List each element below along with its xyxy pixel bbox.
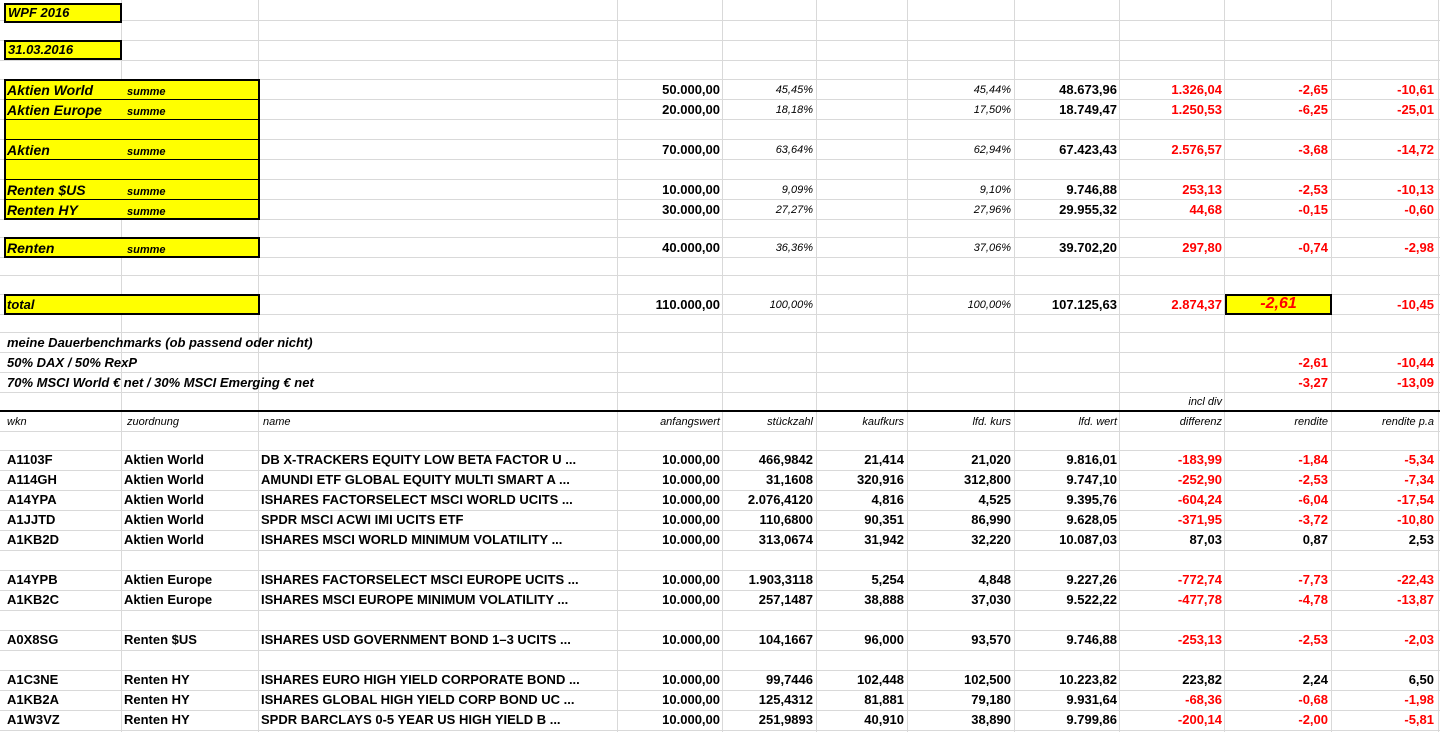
position-kaufkurs: 21,414 [864, 452, 904, 467]
position-wkn: A0X8SG [7, 632, 59, 647]
position-anfangswert: 10.000,00 [662, 692, 720, 707]
summary-wert: 9.746,88 [1066, 182, 1117, 197]
gridline [0, 450, 1440, 451]
position-wkn: A1W3VZ [7, 712, 60, 727]
col-header-kaufkurs: kaufkurs [862, 416, 904, 428]
position-name: ISHARES MSCI WORLD MINIMUM VOLATILITY ... [261, 532, 563, 547]
position-stueckzahl: 31,1608 [766, 472, 813, 487]
position-rendite-pa: -13,87 [1397, 592, 1434, 607]
position-differenz: -371,95 [1177, 512, 1222, 527]
summary-diff: 297,80 [1182, 240, 1222, 255]
summary-diff: 1.250,53 [1171, 102, 1222, 117]
summary-label: Aktien [7, 142, 50, 158]
col-header-rendite-pa: rendite p.a [1382, 416, 1434, 428]
total-rendite: -2,61 [1260, 295, 1297, 312]
position-rendite-pa: -10,80 [1397, 512, 1434, 527]
position-lfd-kurs: 4,848 [978, 572, 1011, 587]
position-differenz: -477,78 [1177, 592, 1222, 607]
gridline [816, 0, 817, 732]
col-header-differenz: differenz [1179, 416, 1222, 428]
position-lfd-wert: 9.227,26 [1066, 572, 1117, 587]
position-kaufkurs: 4,816 [871, 492, 904, 507]
summary-wert: 107.125,63 [1051, 297, 1117, 312]
position-zuordnung: Renten HY [124, 712, 190, 727]
summary-pct2: 9,10% [979, 184, 1011, 196]
position-rendite: 0,87 [1302, 532, 1328, 547]
position-anfangswert: 10.000,00 [662, 572, 720, 587]
summary-rendite-pa: -10,61 [1397, 82, 1434, 97]
gridline [0, 570, 1440, 571]
position-differenz: -772,74 [1177, 572, 1222, 587]
position-lfd-kurs: 21,020 [971, 452, 1011, 467]
gridline [0, 20, 1440, 21]
position-lfd-wert: 9.747,10 [1066, 472, 1117, 487]
gridline [0, 510, 1440, 511]
position-lfd-kurs: 37,030 [971, 592, 1011, 607]
position-stueckzahl: 251,9893 [758, 712, 813, 727]
summary-box-total[interactable] [4, 294, 260, 315]
gridline [0, 670, 1440, 671]
summary-label: Renten [7, 240, 55, 256]
position-lfd-kurs: 93,570 [971, 632, 1011, 647]
benchmarks-heading: meine Dauerbenchmarks (ob passend oder nicht) [7, 335, 313, 350]
summary-diff: 44,68 [1189, 202, 1222, 217]
summary-rendite-pa: -10,45 [1397, 297, 1434, 312]
col-header-lfd-kurs: lfd. kurs [972, 416, 1011, 428]
summary-rendite: -6,25 [1298, 102, 1328, 117]
summary-rendite-pa: -25,01 [1397, 102, 1434, 117]
summary-tag: summe [127, 206, 166, 218]
position-rendite-pa: -5,34 [1404, 452, 1434, 467]
position-rendite-pa: 2,53 [1408, 532, 1434, 547]
position-rendite-pa: -22,43 [1397, 572, 1434, 587]
position-anfangswert: 10.000,00 [662, 452, 720, 467]
summary-rendite: -2,65 [1298, 82, 1328, 97]
position-lfd-wert: 9.395,76 [1066, 492, 1117, 507]
position-rendite-pa: -1,98 [1404, 692, 1434, 707]
gridline [0, 630, 1440, 631]
benchmark-label: 70% MSCI World € net / 30% MSCI Emerging € net [7, 375, 314, 390]
position-wkn: A14YPA [7, 492, 57, 507]
position-stueckzahl: 104,1667 [758, 632, 813, 647]
position-kaufkurs: 81,881 [864, 692, 904, 707]
summary-wert: 39.702,20 [1059, 240, 1117, 255]
summary-pct2: 27,96% [973, 204, 1011, 216]
benchmark-rendite: -3,27 [1298, 375, 1328, 390]
position-rendite: -2,53 [1298, 632, 1328, 647]
summary-diff: 1.326,04 [1171, 82, 1222, 97]
position-kaufkurs: 38,888 [864, 592, 904, 607]
gridline [0, 730, 1440, 731]
position-differenz: 87,03 [1189, 532, 1222, 547]
position-lfd-wert: 9.816,01 [1066, 452, 1117, 467]
position-zuordnung: Aktien World [124, 512, 204, 527]
position-name: SPDR BARCLAYS 0-5 YEAR US HIGH YIELD B ... [261, 712, 561, 727]
summary-pct2: 45,44% [973, 84, 1011, 96]
summary-pct1: 100,00% [769, 299, 813, 311]
position-rendite-pa: -5,81 [1404, 712, 1434, 727]
summary-pct1: 45,45% [775, 84, 813, 96]
position-zuordnung: Renten $US [124, 632, 197, 647]
position-differenz: 223,82 [1182, 672, 1222, 687]
summary-anfangswert: 50.000,00 [662, 82, 720, 97]
summary-tag: summe [127, 146, 166, 158]
summary-rendite-pa: -14,72 [1397, 142, 1434, 157]
gridline [0, 275, 1440, 276]
summary-pct1: 36,36% [775, 242, 813, 254]
position-rendite-pa: -7,34 [1404, 472, 1434, 487]
position-lfd-kurs: 4,525 [978, 492, 1011, 507]
position-stueckzahl: 257,1487 [758, 592, 813, 607]
summary-diff: 2.874,37 [1171, 297, 1222, 312]
position-anfangswert: 10.000,00 [662, 632, 720, 647]
position-lfd-kurs: 312,800 [964, 472, 1011, 487]
position-lfd-kurs: 79,180 [971, 692, 1011, 707]
position-stueckzahl: 313,0674 [758, 532, 813, 547]
col-header-name: name [263, 416, 291, 428]
position-stueckzahl: 110,6800 [759, 512, 813, 527]
summary-anfangswert: 20.000,00 [662, 102, 720, 117]
summary-label: Renten HY [7, 202, 78, 218]
position-anfangswert: 10.000,00 [662, 672, 720, 687]
position-zuordnung: Aktien Europe [124, 592, 213, 607]
position-wkn: A1KB2D [7, 532, 60, 547]
position-rendite: -4,78 [1298, 592, 1328, 607]
position-lfd-kurs: 32,220 [971, 532, 1011, 547]
benchmark-rendite-pa: -10,44 [1397, 355, 1434, 370]
summary-wert: 48.673,96 [1059, 82, 1117, 97]
summary-pct1: 18,18% [775, 104, 813, 116]
gridline [0, 650, 1440, 651]
position-anfangswert: 10.000,00 [662, 592, 720, 607]
summary-rendite: -0,15 [1298, 202, 1328, 217]
summary-rendite: -2,53 [1298, 182, 1328, 197]
position-kaufkurs: 102,448 [857, 672, 904, 687]
position-stueckzahl: 125,4312 [758, 692, 813, 707]
date-text: 31.03.2016 [8, 42, 74, 57]
summary-diff: 253,13 [1182, 182, 1222, 197]
position-rendite-pa: -2,03 [1404, 632, 1434, 647]
gridline [0, 40, 1440, 41]
position-zuordnung: Aktien World [124, 492, 204, 507]
summary-pct2: 17,50% [973, 104, 1011, 116]
position-anfangswert: 10.000,00 [662, 532, 720, 547]
summary-tag: summe [127, 186, 166, 198]
gridline [0, 550, 1440, 551]
summary-rendite: -3,68 [1298, 142, 1328, 157]
position-wkn: A1C3NE [7, 672, 59, 687]
position-anfangswert: 10.000,00 [662, 472, 720, 487]
gridline [1438, 0, 1439, 732]
benchmark-rendite-pa: -13,09 [1397, 375, 1434, 390]
position-lfd-wert: 9.931,64 [1066, 692, 1117, 707]
position-rendite: -0,68 [1298, 692, 1328, 707]
position-wkn: A1JJTD [7, 512, 56, 527]
summary-tag: summe [127, 244, 166, 256]
incl-div-note: incl div [1188, 396, 1222, 408]
position-kaufkurs: 320,916 [857, 472, 904, 487]
summary-rendite: -0,74 [1298, 240, 1328, 255]
gridline [0, 431, 1440, 432]
position-differenz: -183,99 [1177, 452, 1222, 467]
title-text: WPF 2016 [8, 5, 70, 20]
position-wkn: A1KB2A [7, 692, 60, 707]
position-name: ISHARES FACTORSELECT MSCI WORLD UCITS ... [261, 492, 573, 507]
benchmark-label: 50% DAX / 50% RexP [7, 355, 138, 370]
position-rendite: -2,53 [1298, 472, 1328, 487]
gridline [0, 490, 1440, 491]
position-name: ISHARES GLOBAL HIGH YIELD CORP BOND UC ... [261, 692, 575, 707]
summary-pct1: 27,27% [775, 204, 813, 216]
position-lfd-wert: 9.522,22 [1066, 592, 1117, 607]
summary-anfangswert: 110.000,00 [655, 297, 720, 312]
position-kaufkurs: 96,000 [864, 632, 904, 647]
position-stueckzahl: 1.903,3118 [748, 572, 813, 587]
col-header-zuordnung: zuordnung [127, 416, 179, 428]
position-differenz: -200,14 [1177, 712, 1222, 727]
position-stueckzahl: 99,7446 [766, 672, 813, 687]
summary-wert: 18.749,47 [1059, 102, 1117, 117]
position-kaufkurs: 40,910 [864, 712, 904, 727]
position-wkn: A14YPB [7, 572, 58, 587]
col-header-wkn: wkn [7, 416, 27, 428]
col-header-stueckzahl: stückzahl [767, 416, 813, 428]
gridline [0, 530, 1440, 531]
summary-pct2: 100,00% [967, 299, 1011, 311]
summary-label: Aktien World [7, 82, 94, 98]
position-name: AMUNDI ETF GLOBAL EQUITY MULTI SMART A ... [261, 472, 570, 487]
col-header-lfd-wert: lfd. wert [1078, 416, 1117, 428]
position-differenz: -253,13 [1177, 632, 1222, 647]
position-differenz: -604,24 [1177, 492, 1222, 507]
position-zuordnung: Aktien World [124, 532, 204, 547]
gridline [0, 690, 1440, 691]
position-differenz: -68,36 [1185, 692, 1222, 707]
position-lfd-kurs: 38,890 [971, 712, 1011, 727]
gridline [0, 610, 1440, 611]
position-wkn: A114GH [7, 472, 57, 487]
position-anfangswert: 10.000,00 [662, 492, 720, 507]
gridline [0, 60, 1440, 61]
position-rendite: -3,72 [1298, 512, 1328, 527]
position-lfd-wert: 10.223,82 [1059, 672, 1117, 687]
position-kaufkurs: 31,942 [864, 532, 904, 547]
position-rendite: -7,73 [1298, 572, 1328, 587]
summary-tag: summe [127, 106, 166, 118]
position-zuordnung: Aktien Europe [124, 572, 213, 587]
position-wkn: A1103F [7, 452, 53, 467]
gridline [0, 710, 1440, 711]
position-rendite: 2,24 [1302, 672, 1328, 687]
position-lfd-wert: 9.628,05 [1066, 512, 1117, 527]
position-name: ISHARES USD GOVERNMENT BOND 1–3 UCITS ... [261, 632, 571, 647]
position-kaufkurs: 90,351 [864, 512, 904, 527]
position-zuordnung: Renten HY [124, 672, 190, 687]
position-rendite: -6,04 [1298, 492, 1328, 507]
position-name: DB X-TRACKERS EQUITY LOW BETA FACTOR U ... [261, 452, 577, 467]
position-rendite: -1,84 [1298, 452, 1328, 467]
position-stueckzahl: 2.076,4120 [747, 492, 813, 507]
position-name: ISHARES EURO HIGH YIELD CORPORATE BOND ... [261, 672, 580, 687]
summary-pct1: 63,64% [775, 144, 813, 156]
position-rendite-pa: 6,50 [1408, 672, 1434, 687]
summary-pct2: 37,06% [973, 242, 1011, 254]
position-name: ISHARES MSCI EUROPE MINIMUM VOLATILITY ... [261, 592, 569, 607]
summary-wert: 29.955,32 [1059, 202, 1117, 217]
summary-anfangswert: 30.000,00 [662, 202, 720, 217]
position-lfd-wert: 10.087,03 [1059, 532, 1117, 547]
col-header-rendite: rendite [1294, 416, 1328, 428]
position-zuordnung: Renten HY [124, 692, 190, 707]
gridline [0, 470, 1440, 471]
position-kaufkurs: 5,254 [871, 572, 904, 587]
summary-diff: 2.576,57 [1171, 142, 1222, 157]
summary-pct1: 9,09% [781, 184, 813, 196]
position-lfd-wert: 9.746,88 [1066, 632, 1117, 647]
position-lfd-kurs: 102,500 [964, 672, 1011, 687]
header-separator [0, 410, 1440, 412]
position-name: ISHARES FACTORSELECT MSCI EUROPE UCITS ... [261, 572, 579, 587]
summary-label: Aktien Europe [7, 102, 102, 118]
summary-anfangswert: 70.000,00 [662, 142, 720, 157]
summary-rendite-pa: -2,98 [1404, 240, 1434, 255]
summary-label: Renten $US [7, 182, 86, 198]
summary-rendite-pa: -0,60 [1404, 202, 1434, 217]
position-rendite-pa: -17,54 [1397, 492, 1434, 507]
position-stueckzahl: 466,9842 [758, 452, 813, 467]
position-rendite: -2,00 [1298, 712, 1328, 727]
position-zuordnung: Aktien World [124, 452, 204, 467]
summary-tag: summe [127, 86, 166, 98]
summary-label: total [7, 297, 35, 312]
position-anfangswert: 10.000,00 [662, 512, 720, 527]
col-header-anfangswert: anfangswert [660, 416, 720, 428]
position-lfd-wert: 9.799,86 [1066, 712, 1117, 727]
summary-wert: 67.423,43 [1059, 142, 1117, 157]
benchmark-rendite: -2,61 [1298, 355, 1328, 370]
summary-rendite-pa: -10,13 [1397, 182, 1434, 197]
position-differenz: -252,90 [1177, 472, 1222, 487]
position-lfd-kurs: 86,990 [971, 512, 1011, 527]
summary-pct2: 62,94% [973, 144, 1011, 156]
position-name: SPDR MSCI ACWI IMI UCITS ETF [261, 512, 464, 527]
gridline [0, 590, 1440, 591]
position-zuordnung: Aktien World [124, 472, 204, 487]
position-anfangswert: 10.000,00 [662, 712, 720, 727]
summary-anfangswert: 10.000,00 [662, 182, 720, 197]
position-wkn: A1KB2C [7, 592, 60, 607]
summary-anfangswert: 40.000,00 [662, 240, 720, 255]
